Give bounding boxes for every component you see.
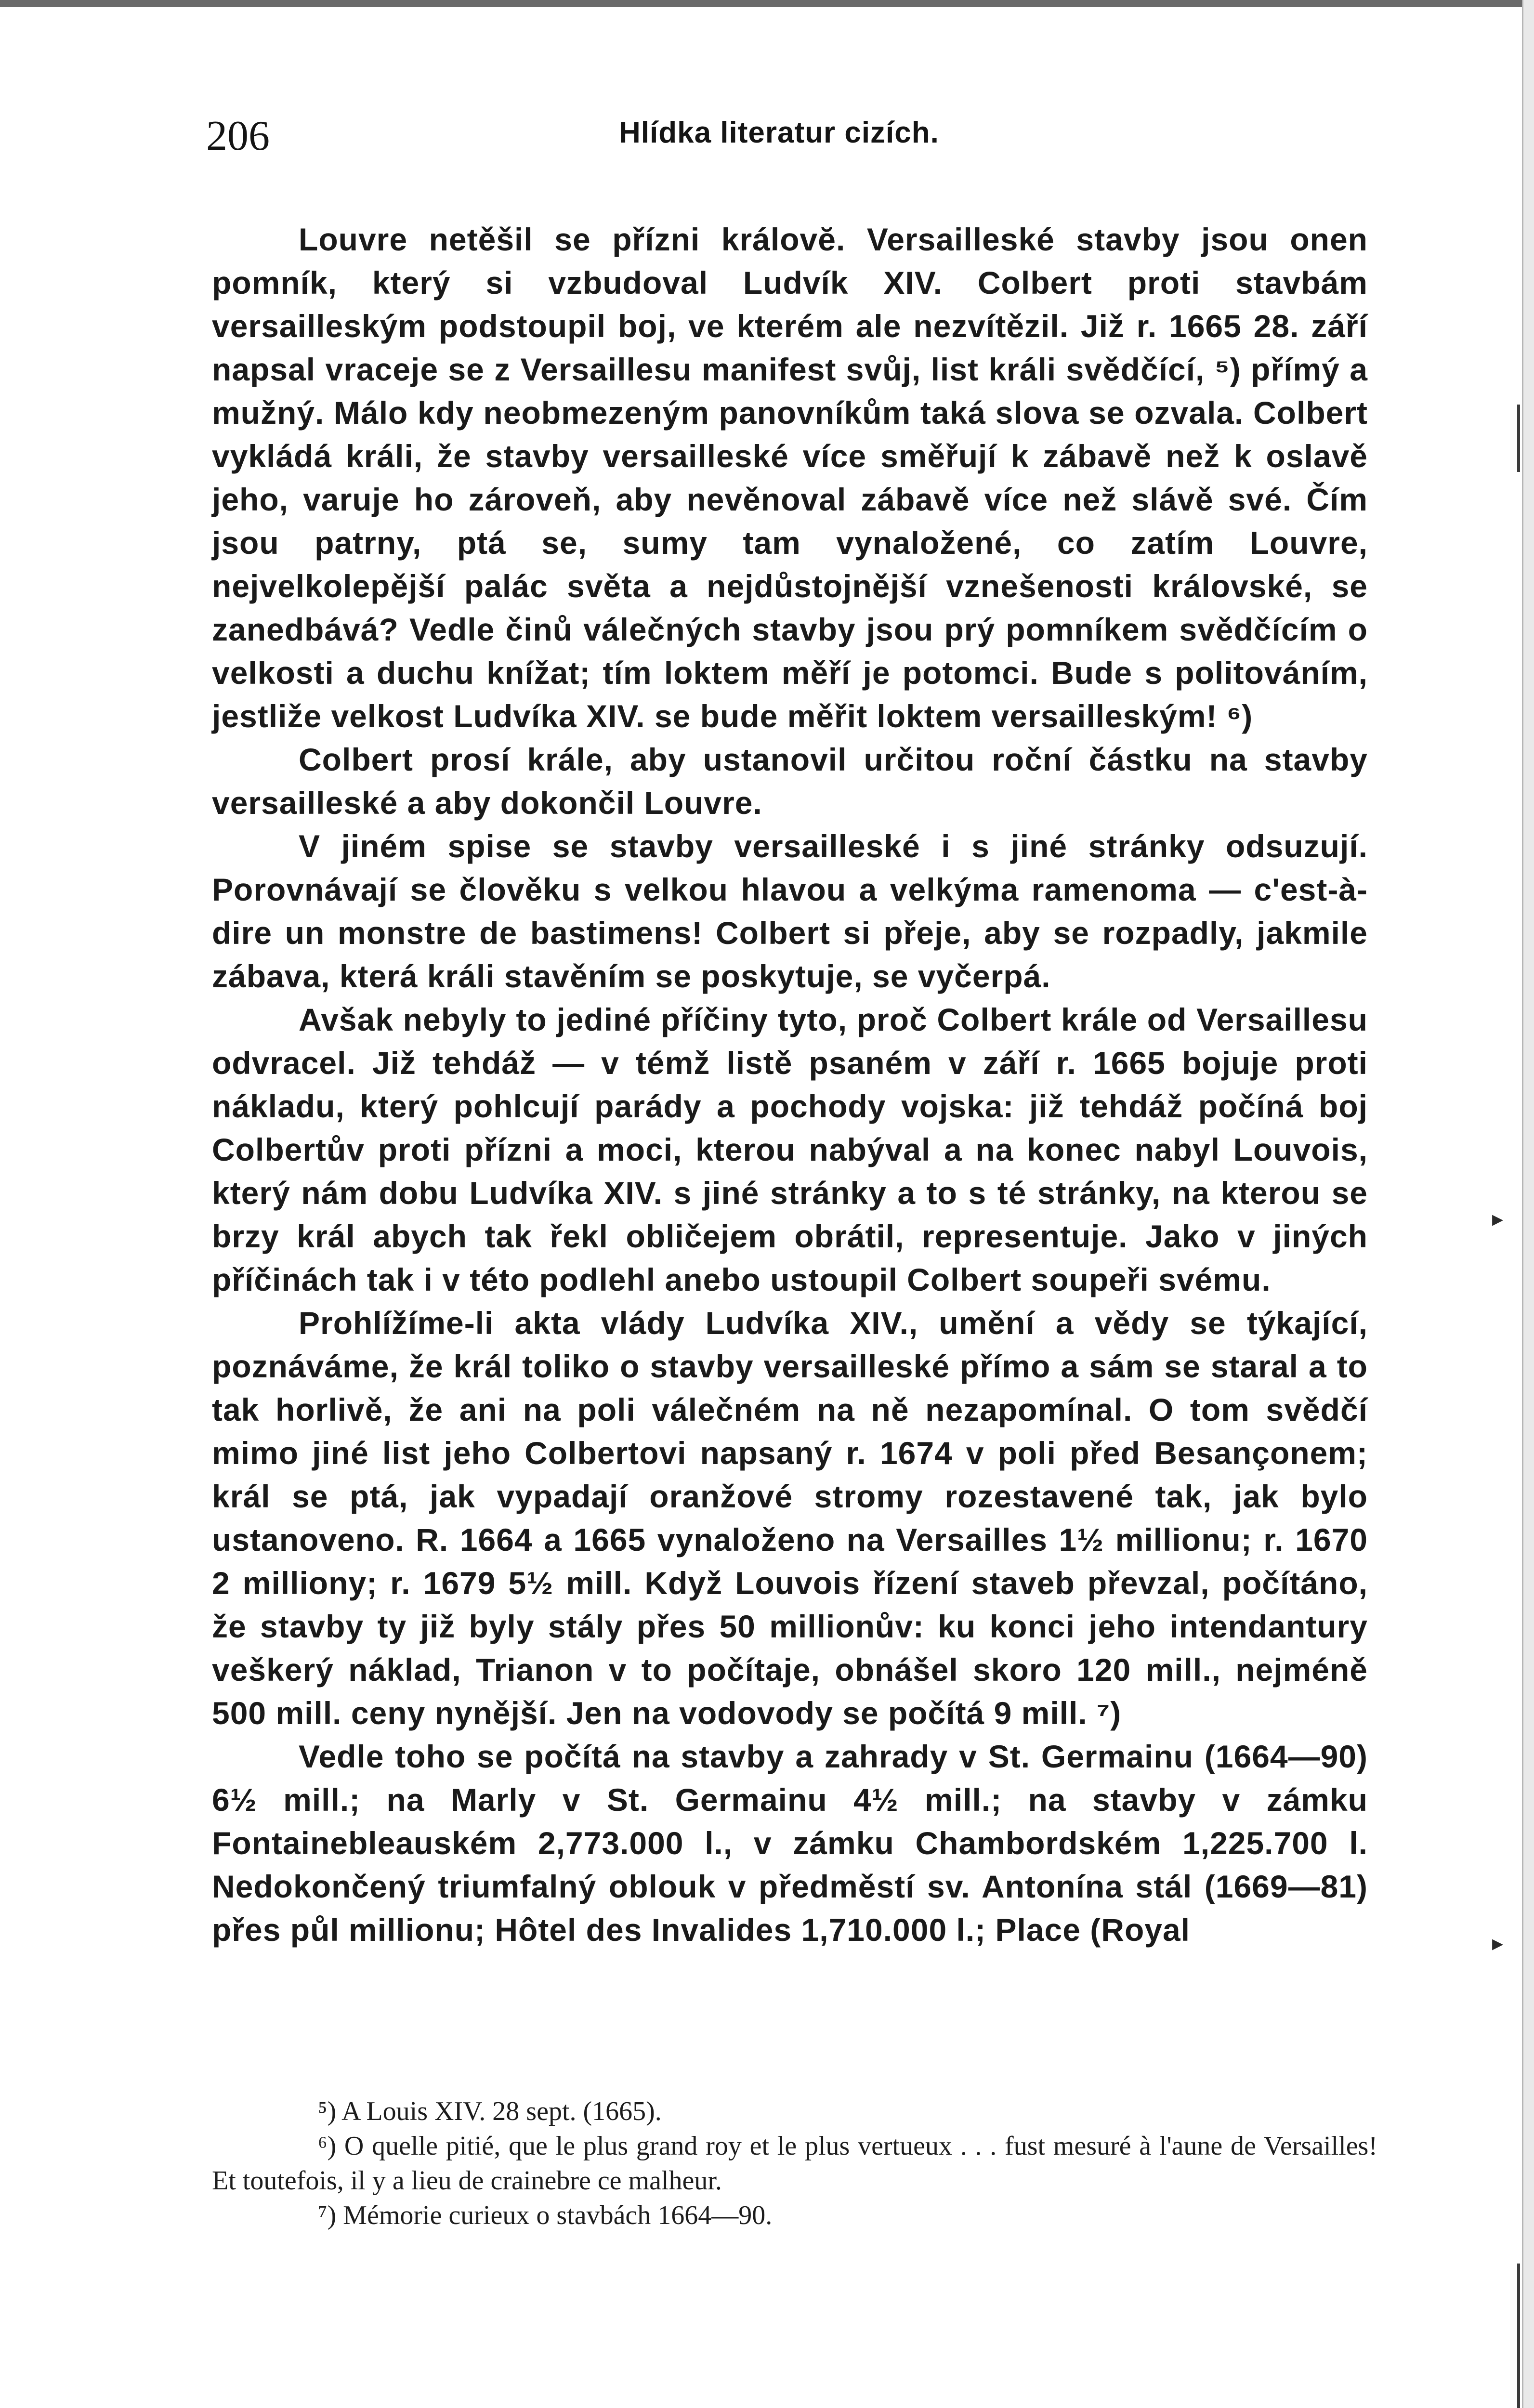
margin-mark [1517,405,1520,472]
paragraph: Louvre netěšil se přízni královĕ. Versailleské stavby jsou onen pomník, který si vzbudoval Ludvík XIV. Colbert proti stavbám versailleským podstoupil boj, ve kterém ale nezvítězil. Již r. 1665 28. září napsal vraceje se z Versaillesu manifest svůj, list králi svědčící, ⁵) přímý a mužný. Málo kdy neobmezeným panovníkům taká slova se ozvala. Colbert vykládá králi, že stavby versailleské více směřují k zábavě než k oslavě jeho, varuje ho zároveň, aby nevěnoval zábavě více než slávě své. Čím jsou patrny, ptá se, sumy tam vynaložené, co zatím Louvre, nejvelkolepější palác světa a nejdůstojnější vznešenosti královské, se zanedbává? Vedle činů válečných stavby jsou prý pomníkem svědčícím o velkosti a duchu knížat; tím loktem měří je potomci. Bude s politováním, jestliže velkost Ludvíka XIV. se bude měřit loktem versailleským! ⁶) [212,222,1368,734]
body-text [212,218,1368,1951]
footnote: ⁷) Mémorie curieux o stavbách 1664—90. [318,2200,773,2230]
margin-mark [1517,2264,1520,2408]
paragraph: V jiném spise se stavby versailleské i s jiné stránky odsuzují. Porovnávají se člověku s velkou hlavou a velkýma ramenoma — c'est-à-dire un monstre de bastimens! Colbert si přeje, aby se rozpadly, jakmile zábava, která králi stavěním se poskytuje, se vyčerpá. [212,828,1368,994]
footnote: ⁵) A Louis XIV. 28 sept. (1665). [318,2096,662,2126]
paragraph: Colbert prosí krále, aby ustanovil určitou roční částku na stavby versailleské a aby dokončil Louvre. [212,742,1368,821]
scan-border-right [1522,0,1534,2408]
footnote: ⁶) O quelle pitié, que le plus grand roy et le plus vertueux . . . fust mesuré à l'aune de Versailles! Et toutefois, il y a lieu de crainebre ce malheur. [212,2131,1377,2196]
margin-arrow-icon: ▸ [1492,1931,1504,1955]
footnotes [212,2094,1377,2233]
page-number: 206 [206,113,270,159]
page-header [0,112,1534,170]
scan-border-top [0,0,1534,7]
margin-arrow-icon: ▸ [1492,1206,1504,1231]
running-title: Hlídka literatur cizích. [619,116,939,149]
paragraph: Avšak nebyly to jediné příčiny tyto, proč Colbert krále od Versaillesu odvracel. Již tehdáž — v témž listě psaném v září r. 1665 bojuje proti nákladu, který pohlcují parády a pochody vojska: již tehdáž počíná boj Colbertův proti přízni a moci, kterou nabýval a na konec nabyl Louvois, který nám dobu Ludvíka XIV. s jiné stránky a to s té stránky, na kterou se brzy král abych tak řekl obličejem obrátil, representuje. Jako v jiných příčinách tak i v této podlehl anebo ustoupil Colbert soupeři svému. [212,1002,1368,1297]
paragraph: Vedle toho se počítá na stavby a zahrady v St. Germainu (1664—90) 6½ mill.; na Marly v St. Germainu 4½ mill.; na stavby v zámku Fontainebleauském 2,773.000 l., v zámku Chambordském 1,225.700 l. Nedokončený triumfalný oblouk v předměstí sv. Antonína stál (1669—81) přes půl millionu; Hôtel des Invalides 1,710.000 l.; Place (Royal [212,1739,1368,1948]
paragraph: Prohlížíme-li akta vlády Ludvíka XIV., umění a vědy se týkající, poznáváme, že král toliko o stavby versailleské přímo a sám se staral a to tak horlivě, že ani na poli válečném na ně nezapomínal. O tom svědčí mimo jiné list jeho Colbertovi napsaný r. 1674 v poli před Besançonem; král se ptá, jak vypadají oranžové stromy rozestavené tak, jak bylo ustanoveno. R. 1664 a 1665 vynaloženo na Versailles 1½ millionu; r. 1670 2 milliony; r. 1679 5½ mill. Když Louvois řízení staveb převzal, počítáno, že stavby ty již byly stály přes 50 millionův: ku konci jeho intendantury veškerý náklad, Trianon v to počítaje, obnášel skoro 120 mill., nejméně 500 mill. ceny nynější. Jen na vodovody se počítá 9 mill. ⁷) [212,1305,1368,1731]
